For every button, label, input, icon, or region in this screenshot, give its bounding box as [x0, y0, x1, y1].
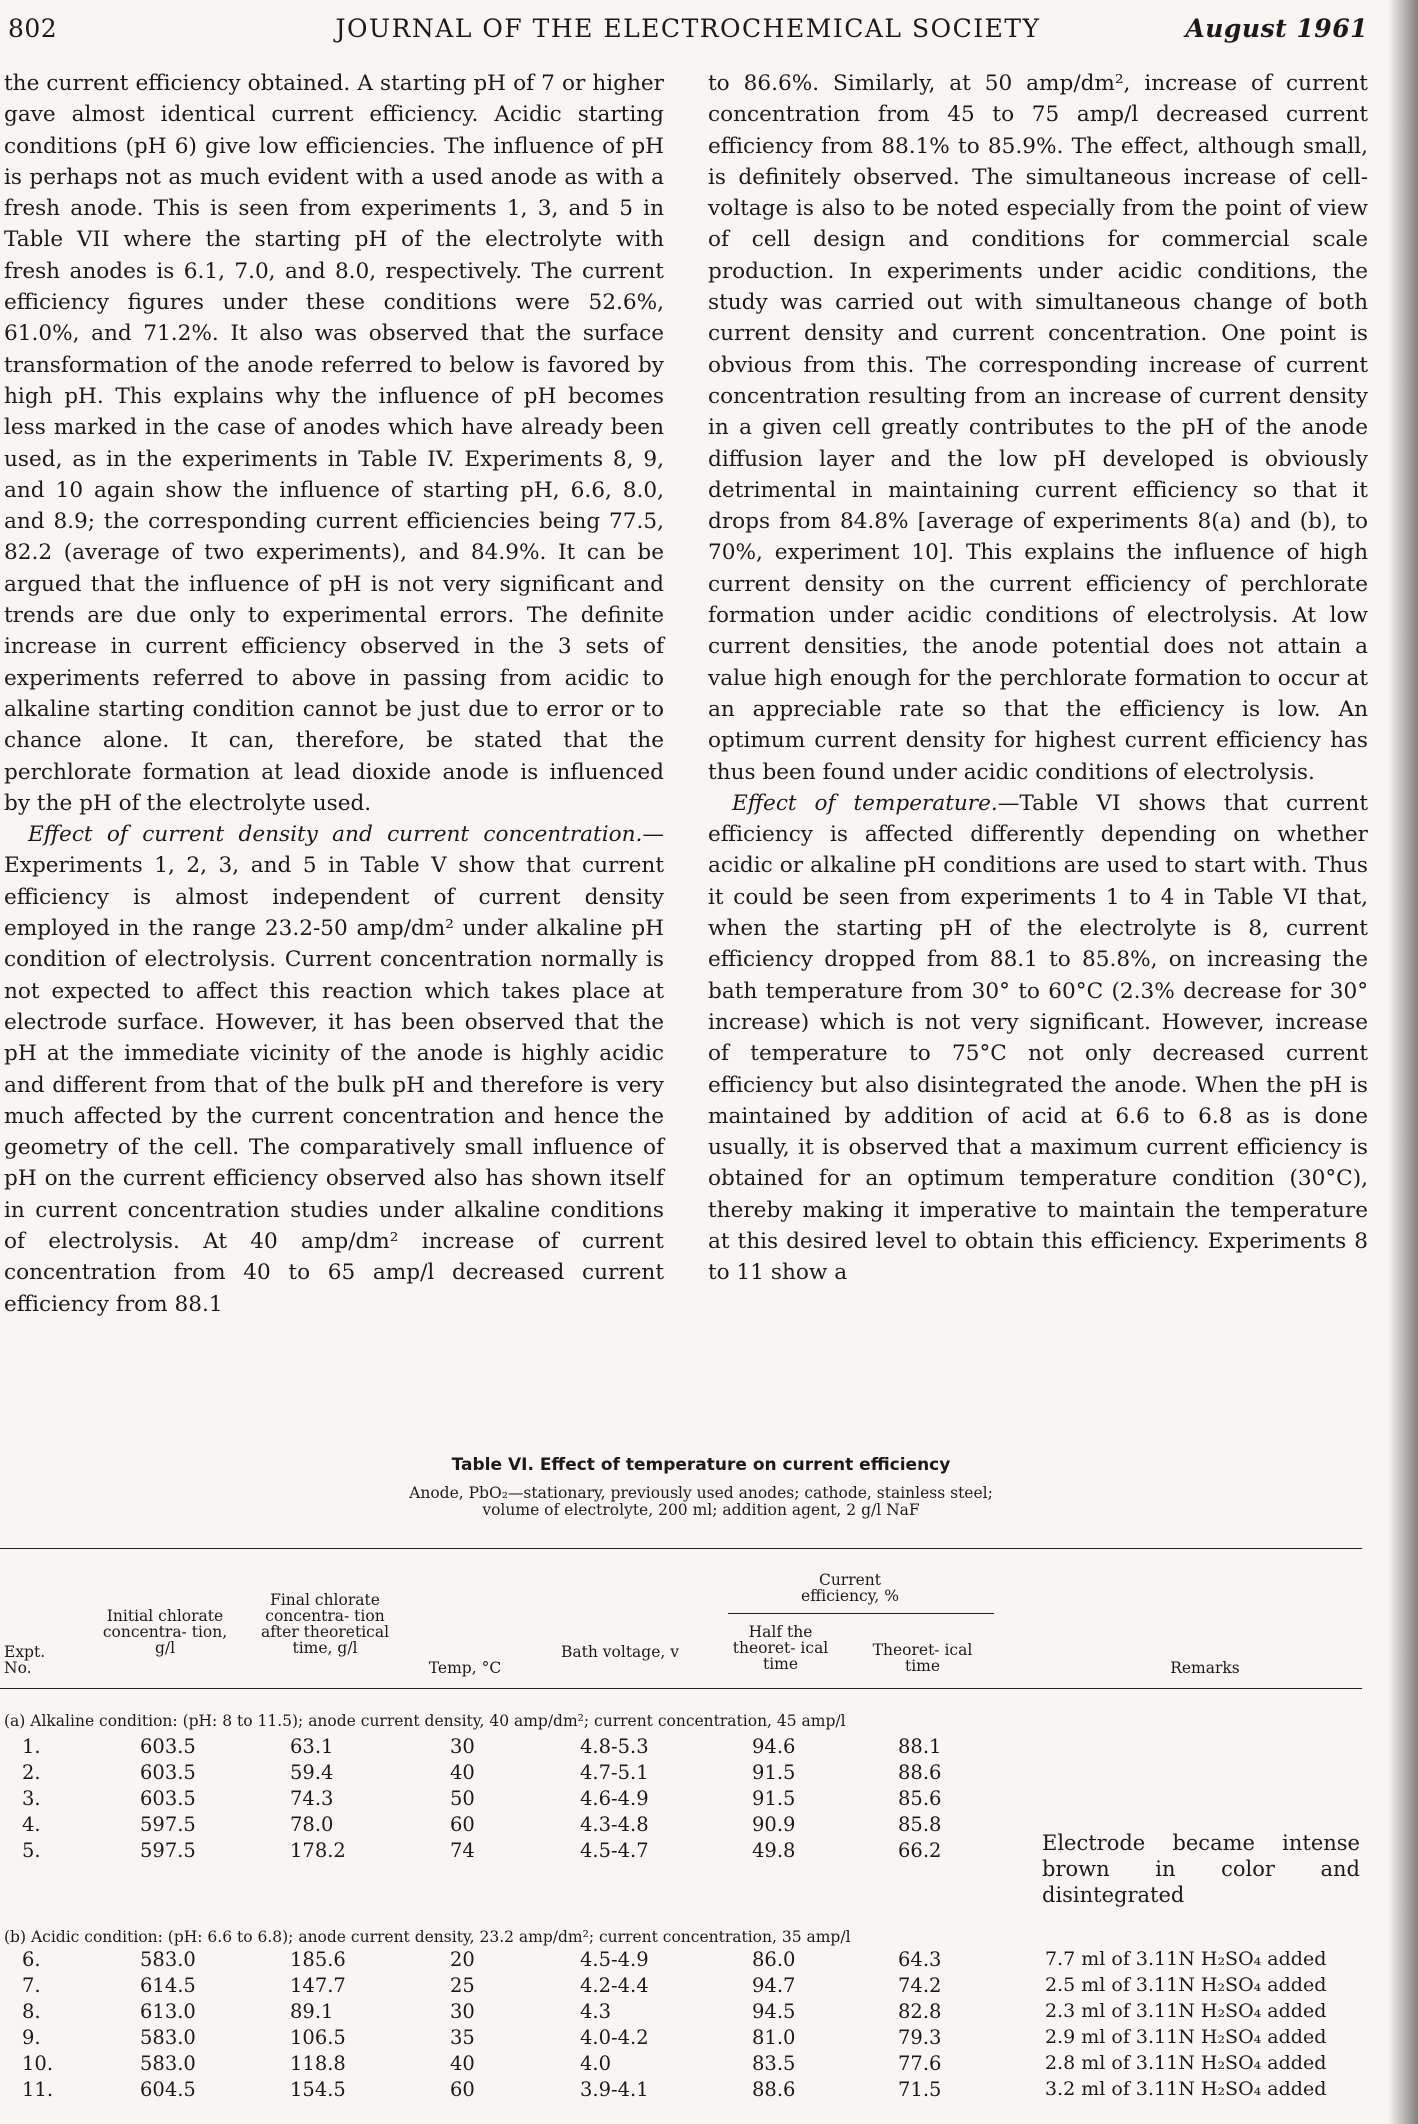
left-paragraph-2 — [4, 819, 664, 1320]
header-theoretical: Theoret- ical time — [872, 1641, 973, 1675]
table-cell-volt: 4.0 — [580, 2052, 612, 2075]
table-cell-temp: 35 — [450, 2026, 475, 2049]
table-cell-half: 94.7 — [752, 1974, 796, 1997]
right-paragraph-2 — [708, 788, 1368, 1289]
header-group-rule — [728, 1613, 994, 1614]
table-subcaption-line-2: volume of electrolyte, 200 ml; addition agent, 2 g/l NaF — [482, 1501, 920, 1519]
issue-date: August 1961 — [1185, 14, 1368, 43]
table-caption: Table VI. Effect of temperature on current efficiency — [451, 1455, 951, 1475]
table-cell-temp: 40 — [450, 2052, 475, 2075]
table-cell-temp: 60 — [450, 2078, 475, 2101]
table-cell-rem: 3.2 ml of 3.11N H₂SO₄ added — [1045, 2078, 1327, 2100]
table-cell-theo: 74.2 — [898, 1974, 942, 1997]
right-paragraph-1: to 86.6%. Similarly, at 50 amp/dm², increase of current concentration from 45 to 75 amp/l decreased current efficiency from 88.1% to 85.9%. The effect, although small, is definitely observed. The simultaneous increase of cell-voltage is also to be noted especially from the point of view of cell design and conditions for commercial scale production. In experiments under acidic conditions, the study was carried out with simultaneous change of both current density and current concentration. One point is obvious from this. The corresponding increase of current concentration resulting from an increase of current density in a given cell greatly contributes to the pH of the anode diffusion layer and the low pH developed is obviously detrimental in maintaining current efficiency so that it drops from 84.8% [average of experiments 8(a) and (b), to 70%, experiment 10]. This explains the influence of high current density on the current efficiency of perchlorate formation under acidic conditions of electrolysis. At low current densities, the anode potential does not attain a value high enough for the perchlorate formation to occur at an appreciable rate so that the efficiency is low. An optimum current density for highest current efficiency has thus been found under acidic conditions of electrolysis. — [708, 71, 1368, 785]
table-cell-final: 74.3 — [290, 1787, 334, 1810]
table-cell-init: 583.0 — [140, 2052, 196, 2075]
left-paragraph-1: the current efficiency obtained. A starting pH of 7 or higher gave almost identical current efficiency. Acidic starting conditions (pH 6) give low efficiencies. The influence of pH is perhaps not as much evident with a used anode as with a fresh anode. This is seen from experiments 1, 3, and 5 in Table VII where the starting pH of the electrolyte with fresh anodes is 6.1, 7.0, and 8.0, respectively. The current efficiency figures under these conditions were 52.6%, 61.0%, and 71.2%. It also was observed that the surface transformation of the anode referred to below is favored by high pH. This explains why the influence of pH becomes less marked in the case of anodes which have already been used, as in the experiments in Table IV. Experiments 8, 9, and 10 again show the influence of starting pH, 6.6, 8.0, and 8.9; the corresponding current efficiencies being 77.5, 82.2 (average of two experiments), and 84.9%. It can be argued that the influence of pH is not very significant and trends are due only to experimental errors. The definite increase in current efficiency observed in the 3 sets of experiments referred to above in passing from acidic to alkaline starting condition cannot be just due to error or to chance alone. It can, therefore, be stated that the perchlorate formation at lead dioxide anode is influenced by the pH of the electrolyte used. — [4, 71, 664, 816]
table-cell-final: 106.5 — [290, 2026, 346, 2049]
table-cell-init: 604.5 — [140, 2078, 196, 2101]
table-cell-init: 603.5 — [140, 1787, 196, 1810]
table-cell-final: 78.0 — [290, 1813, 334, 1836]
table-cell-no: 11. — [22, 2078, 54, 2101]
remark-expt-5: Electrode became intense brown in color and disintegrated — [1042, 1831, 1360, 1907]
table-cell-half: 91.5 — [752, 1761, 796, 1784]
header-bath-voltage: Bath voltage, v — [561, 1643, 679, 1661]
table-cell-init: 583.0 — [140, 2026, 196, 2049]
header-half-theoretical: Half the theoret- ical time — [732, 1623, 829, 1673]
table-cell-init: 597.5 — [140, 1813, 196, 1836]
page-number: 802 — [8, 14, 58, 43]
header-temp: Temp, °C — [428, 1659, 502, 1677]
table-cell-half: 86.0 — [752, 1948, 796, 1971]
table-cell-half: 49.8 — [752, 1839, 796, 1862]
journal-title: JOURNAL OF THE ELECTROCHEMICAL SOCIETY — [335, 14, 1041, 43]
table-cell-no: 5. — [22, 1839, 41, 1862]
table-cell-init: 603.5 — [140, 1761, 196, 1784]
table-cell-final: 63.1 — [290, 1735, 334, 1758]
table-row — [0, 1948, 1362, 1974]
table-cell-volt: 4.8-5.3 — [580, 1735, 649, 1758]
table-row — [0, 1974, 1362, 2000]
condition-acidic: (b) Acidic condition: (pH: 6.6 to 6.8); anode current density, 23.2 amp/dm²; current concentration, 35 amp/l — [4, 1928, 851, 1946]
table-row — [0, 1787, 1362, 1813]
table-cell-final: 154.5 — [290, 2078, 346, 2101]
table-subcaption — [40, 1485, 1362, 1519]
table-cell-temp: 50 — [450, 1787, 475, 1810]
table-cell-temp: 74 — [450, 1839, 475, 1862]
table-cell-no: 7. — [22, 1974, 41, 1997]
table-cell-rem: 2.9 ml of 3.11N H₂SO₄ added — [1045, 2026, 1327, 2048]
table-cell-temp: 25 — [450, 1974, 475, 1997]
table-cell-no: 3. — [22, 1787, 41, 1810]
table-cell-no: 4. — [22, 1813, 41, 1836]
table-cell-no: 6. — [22, 1948, 41, 1971]
table-cell-half: 81.0 — [752, 2026, 796, 2049]
table-cell-temp: 40 — [450, 1761, 475, 1784]
table-cell-volt: 4.5-4.7 — [580, 1839, 649, 1862]
table-row — [0, 1735, 1362, 1761]
table-cell-volt: 4.7-5.1 — [580, 1761, 649, 1784]
section-heading-temperature: Effect of temperature. — [732, 790, 998, 816]
table-row — [0, 2052, 1362, 2078]
condition-alkaline: (a) Alkaline condition: (pH: 8 to 11.5); anode current density, 40 amp/dm²; current concentration, 45 amp/l — [4, 1712, 846, 1730]
table-cell-init: 603.5 — [140, 1735, 196, 1758]
table-cell-volt: 4.3 — [580, 2000, 612, 2023]
table-cell-final: 185.6 — [290, 1948, 346, 1971]
table-cell-volt: 4.3-4.8 — [580, 1813, 649, 1836]
table-cell-volt: 4.0-4.2 — [580, 2026, 649, 2049]
table-cell-theo: 71.5 — [898, 2078, 942, 2101]
table-cell-rem: 2.8 ml of 3.11N H₂SO₄ added — [1045, 2052, 1327, 2074]
right-column — [708, 68, 1368, 1289]
table-row — [0, 2078, 1362, 2104]
table-cell-init: 613.0 — [140, 2000, 196, 2023]
table-cell-volt: 3.9-4.1 — [580, 2078, 649, 2101]
table-cell-half: 83.5 — [752, 2052, 796, 2075]
table-cell-volt: 4.5-4.9 — [580, 1948, 649, 1971]
table-cell-half: 90.9 — [752, 1813, 796, 1836]
table-cell-half: 88.6 — [752, 2078, 796, 2101]
header-final-chlorate: Final chlorate concentra- tion after theoretical time, g/l — [260, 1591, 390, 1657]
table-cell-no: 1. — [22, 1735, 41, 1758]
right-paragraph-2-body: —Table VI shows that current efficiency is affected differently depending on whether acidic or alkaline pH conditions are used to start with. Thus it could be seen from experiments 1 to 4 in Table VI that, when the starting pH of the electrolyte is 8, current efficiency dropped from 88.1 to 85.8%, on increasing the bath temperature from 30° to 60°C (2.3% decrease for 30° increase) which is not very significant. However, increase of temperature to 75°C not only decreased current efficiency but also disintegrated the anode. When the pH is maintained by addition of acid at 6.6 to 6.8 as is done usually, it is observed that a maximum current efficiency is obtained for an optimum temperature condition (30°C), thereby making it imperative to maintain the temperature at this desired level to obtain this efficiency. Experiments 8 to 11 show a — [708, 790, 1368, 1286]
header-initial-chlorate: Initial chlorate concentra- tion, g/l — [102, 1607, 228, 1657]
table-cell-half: 94.5 — [752, 2000, 796, 2023]
header-expt-no: Expt. No. — [4, 1643, 46, 1677]
table-subcaption-line-1: Anode, PbO₂—stationary, previously used anodes; cathode, stainless steel; — [409, 1484, 993, 1502]
left-paragraph-2-body: —Experiments 1, 2, 3, and 5 in Table V show that current efficiency is almost independent of current density employed in the range 23.2-50 amp/dm² under alkaline pH condition of electrolysis. Current concentration normally is not expected to affect this reaction which takes place at electrode surface. However, it has been observed that the pH at the immediate vicinity of the anode is highly acidic and different from that of the bulk pH and therefore is very much affected by the current concentration and hence the geometry of the cell. The comparatively small influence of pH on the current efficiency observed also has shown itself in current concentration studies under alkaline conditions of electrolysis. At 40 amp/dm² increase of current concentration from 40 to 65 amp/l decreased current efficiency from 88.1 — [4, 822, 664, 1317]
table-cell-init: 583.0 — [140, 1948, 196, 1971]
table-cell-rem: 7.7 ml of 3.11N H₂SO₄ added — [1045, 1948, 1327, 1970]
table-cell-final: 178.2 — [290, 1839, 346, 1862]
table-cell-theo: 82.8 — [898, 2000, 942, 2023]
table-row — [0, 2026, 1362, 2052]
table-cell-temp: 30 — [450, 1735, 475, 1758]
table-cell-no: 2. — [22, 1761, 41, 1784]
table-cell-temp: 30 — [450, 2000, 475, 2023]
table-cell-temp: 20 — [450, 1948, 475, 1971]
table-cell-theo: 66.2 — [898, 1839, 942, 1862]
table-cell-final: 89.1 — [290, 2000, 334, 2023]
table-cell-final: 147.7 — [290, 1974, 346, 1997]
table-row — [0, 2000, 1362, 2026]
header-current-efficiency: Current efficiency, % — [801, 1571, 899, 1605]
table-cell-rem: 2.5 ml of 3.11N H₂SO₄ added — [1045, 1974, 1327, 1996]
section-heading-current-density: Effect of current density and current concentration. — [28, 822, 643, 848]
table-cell-theo: 88.1 — [898, 1735, 942, 1758]
table-header-rule — [0, 1688, 1362, 1689]
table-cell-theo: 64.3 — [898, 1948, 942, 1971]
table-cell-init: 597.5 — [140, 1839, 196, 1862]
table-row — [0, 1761, 1362, 1787]
table-cell-theo: 85.6 — [898, 1787, 942, 1810]
table-cell-volt: 4.6-4.9 — [580, 1787, 649, 1810]
table-cell-init: 614.5 — [140, 1974, 196, 1997]
table-cell-theo: 79.3 — [898, 2026, 942, 2049]
table-cell-no: 8. — [22, 2000, 41, 2023]
table-cell-rem: 2.3 ml of 3.11N H₂SO₄ added — [1045, 2000, 1327, 2022]
table-cell-theo: 77.6 — [898, 2052, 942, 2075]
table-cell-half: 91.5 — [752, 1787, 796, 1810]
table-top-rule — [0, 1548, 1362, 1549]
table-cell-theo: 88.6 — [898, 1761, 942, 1784]
table-vi — [0, 1455, 1362, 1519]
binding-shadow — [1388, 0, 1418, 2124]
table-cell-no: 9. — [22, 2026, 41, 2049]
left-column — [4, 68, 664, 1320]
header-remarks: Remarks — [1170, 1659, 1240, 1677]
table-cell-no: 10. — [22, 2052, 54, 2075]
table-cell-theo: 85.8 — [898, 1813, 942, 1836]
table-cell-half: 94.6 — [752, 1735, 796, 1758]
table-cell-final: 118.8 — [290, 2052, 346, 2075]
table-cell-volt: 4.2-4.4 — [580, 1974, 649, 1997]
running-head — [8, 10, 1368, 46]
table-cell-final: 59.4 — [290, 1761, 334, 1784]
table-cell-temp: 60 — [450, 1813, 475, 1836]
